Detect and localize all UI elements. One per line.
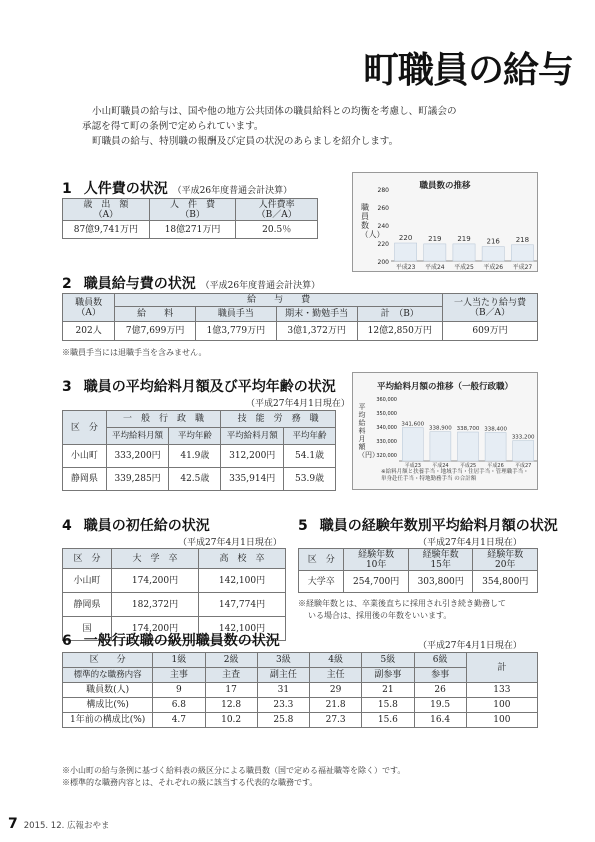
table-cell: 133 bbox=[466, 683, 537, 698]
table-header-row bbox=[63, 653, 538, 668]
header-cell: 4級 bbox=[310, 653, 362, 668]
table-cell: 54.1歳 bbox=[284, 445, 336, 468]
header-cell: 職員数 （A） bbox=[63, 294, 115, 322]
header-cell: 副参事 bbox=[362, 668, 414, 683]
table-cell: 174,200円 bbox=[112, 569, 199, 593]
header-cell: 給 与 費 bbox=[115, 294, 443, 307]
category-label: 平成27 bbox=[515, 463, 532, 469]
category-label: 平成27 bbox=[512, 264, 533, 271]
table-row bbox=[63, 221, 318, 239]
table-cell: 大学卒 bbox=[299, 571, 344, 593]
chart3-ylabel-text: 平均給料月額（円） bbox=[358, 403, 379, 459]
sec1-number: 1 bbox=[62, 181, 72, 197]
chart3-plot bbox=[399, 399, 537, 469]
data-label: 216 bbox=[486, 237, 500, 246]
table-cell: 303,800円 bbox=[408, 571, 473, 593]
header-cell: 主査 bbox=[205, 668, 257, 683]
table-cell: 42.5歳 bbox=[169, 468, 221, 491]
intro-line-3: 町職員の給与、特別職の報酬及び定員の状況のあらましを紹介します。 bbox=[92, 136, 399, 147]
table-cell: 3億1,372万円 bbox=[276, 322, 357, 341]
table-row bbox=[299, 571, 538, 593]
table-cell: 12億2,850万円 bbox=[357, 322, 443, 341]
table-row bbox=[63, 569, 286, 593]
sec3-number: 3 bbox=[62, 379, 72, 395]
category-label: 平成25 bbox=[459, 463, 477, 469]
table-cell: 16.4 bbox=[414, 713, 466, 728]
table-cell: 18億271万円 bbox=[149, 221, 236, 239]
table-header-row bbox=[63, 199, 318, 221]
header-cell: 3級 bbox=[257, 653, 309, 668]
chart1-title: 職員数の推移 bbox=[419, 181, 471, 191]
bar bbox=[511, 245, 533, 261]
table-cell: 21 bbox=[362, 683, 414, 698]
table-cell: 7億7,699万円 bbox=[115, 322, 196, 341]
table-row bbox=[63, 322, 538, 341]
table-cell: 26 bbox=[414, 683, 466, 698]
tick-label: 320,000 bbox=[376, 453, 397, 459]
data-label: 338,700 bbox=[456, 426, 480, 433]
table-cell: 312,200円 bbox=[221, 445, 284, 468]
table-cell: 41.9歳 bbox=[169, 445, 221, 468]
chart1-box bbox=[352, 172, 538, 272]
table-cell: 142,100円 bbox=[199, 617, 286, 641]
header-cell: 主事 bbox=[153, 668, 205, 683]
tick-label: 280 bbox=[377, 187, 389, 194]
tick-label: 360,000 bbox=[376, 397, 397, 403]
sec6-note-line: ※標準的な職務内容とは、それぞれの級に該当する代表的な職務です。 bbox=[62, 778, 318, 787]
header-cell: 高 校 卒 bbox=[199, 549, 286, 569]
header-cell: 5級 bbox=[362, 653, 414, 668]
table-cell: 335,914円 bbox=[221, 468, 284, 491]
header-cell: 区 分 bbox=[63, 411, 107, 445]
table-row bbox=[63, 713, 538, 728]
header-cell: 人 件 費 （B） bbox=[149, 199, 236, 221]
bar bbox=[485, 432, 506, 461]
chart1-ylabel-text: 職員数（人） bbox=[360, 203, 385, 239]
header-cell: 副主任 bbox=[257, 668, 309, 683]
bar bbox=[482, 247, 504, 261]
table-cell: 静岡県 bbox=[63, 468, 107, 491]
header-cell: 技 能 労 務 職 bbox=[221, 411, 336, 428]
sec5-note bbox=[298, 598, 544, 622]
sec1-heading bbox=[62, 178, 292, 198]
table-cell: 100 bbox=[466, 713, 537, 728]
category-label: 平成25 bbox=[454, 264, 474, 271]
table-cell: 23.3 bbox=[257, 698, 309, 713]
chart1-plot bbox=[391, 189, 537, 271]
header-cell: 1級 bbox=[153, 653, 205, 668]
sec5-table bbox=[298, 548, 538, 593]
header-cell: 計 （B） bbox=[357, 307, 443, 322]
table-cell: 339,285円 bbox=[106, 468, 169, 491]
category-label: 平成23 bbox=[404, 463, 421, 469]
table-row bbox=[63, 593, 286, 617]
header-cell: 区 分 bbox=[299, 549, 344, 571]
sec1-table bbox=[62, 198, 318, 239]
table-cell: 182,372円 bbox=[112, 593, 199, 617]
table-cell: 9 bbox=[153, 683, 205, 698]
page-number: 7 bbox=[8, 816, 18, 832]
chart3-box bbox=[352, 372, 538, 490]
chart3-note: ※給料月額と扶養手当・地域手当・住居手当・管理職手当・単身赴任手当・特地勤務手当 の合計額 bbox=[381, 469, 529, 482]
sec1-title: 人件費の状況 bbox=[83, 181, 168, 197]
table-header-row bbox=[63, 549, 286, 569]
header-cell: 計 bbox=[466, 653, 537, 683]
table-cell: 12.8 bbox=[205, 698, 257, 713]
sec6-heading bbox=[62, 630, 280, 650]
header-cell: 一 般 行 政 職 bbox=[106, 411, 221, 428]
sec2-table bbox=[62, 293, 538, 341]
sec6-table bbox=[62, 652, 538, 728]
table-cell: 小山町 bbox=[63, 445, 107, 468]
sec2-title: 職員給与費の状況 bbox=[83, 276, 196, 292]
header-cell: 平均年齢 bbox=[169, 428, 221, 445]
header-cell: 人件費率 （B／A） bbox=[236, 199, 318, 221]
table-header-row bbox=[299, 549, 538, 571]
bar bbox=[453, 244, 475, 261]
header-cell: 経験年数 10年 bbox=[344, 549, 409, 571]
page-title: 町職員の給与 bbox=[362, 50, 573, 91]
category-label: 平成24 bbox=[432, 463, 449, 469]
data-label: 219 bbox=[428, 234, 442, 243]
table-cell: 10.2 bbox=[205, 713, 257, 728]
table-cell: 4.7 bbox=[153, 713, 205, 728]
table-cell: 53.9歳 bbox=[284, 468, 336, 491]
sec6-note-line: ※小山町の給与条例に基づく給料表の級区分による職員数（国で定める福祉職等を除く）です。 bbox=[62, 766, 406, 775]
row-label: 1年前の構成比(%) bbox=[63, 713, 153, 728]
header-cell: 標準的な職務内容 bbox=[63, 668, 153, 683]
sec2-number: 2 bbox=[62, 276, 72, 292]
header-cell: 参事 bbox=[414, 668, 466, 683]
data-label: 338,400 bbox=[484, 426, 507, 433]
header-cell: 平均給料月額 bbox=[221, 428, 284, 445]
sec2-note: ※職員手当には退職手当を含みません。 bbox=[62, 348, 207, 357]
table-row bbox=[63, 683, 538, 698]
header-cell: 区 分 bbox=[63, 653, 153, 668]
header-cell: 6級 bbox=[414, 653, 466, 668]
chart3-ticks bbox=[367, 397, 397, 459]
sec5-number: 5 bbox=[298, 518, 308, 534]
tick-label: 220 bbox=[377, 241, 389, 248]
sec5-subtitle: （平成27年4月1日現在） bbox=[418, 538, 522, 548]
table-cell: 小山町 bbox=[63, 569, 112, 593]
table-row bbox=[63, 468, 336, 491]
data-label: 218 bbox=[515, 235, 530, 244]
header-cell: 期末・勤勉手当 bbox=[276, 307, 357, 322]
table-cell: 17 bbox=[205, 683, 257, 698]
table-cell: 87億9,741万円 bbox=[63, 221, 150, 239]
table-cell: 15.6 bbox=[362, 713, 414, 728]
sec5-note-line: ※経験年数とは、卒業後直ちに採用され引き続き勤務して bbox=[298, 599, 506, 608]
chart3-title: 平均給料月額の推移（一般行政職） bbox=[376, 382, 513, 392]
sec1-subtitle: （平成26年度普通会計決算） bbox=[172, 186, 293, 196]
data-label: 220 bbox=[398, 234, 413, 242]
table-cell: 29 bbox=[310, 683, 362, 698]
sec2-subtitle: （平成26年度普通会計決算） bbox=[200, 281, 321, 291]
sec6-title: 一般行政職の級別職員数の状況 bbox=[83, 633, 280, 649]
table-cell: 174,200円 bbox=[112, 617, 199, 641]
header-cell: 経験年数 20年 bbox=[473, 549, 538, 571]
category-label: 平成23 bbox=[395, 264, 416, 271]
footer-text: 2015. 12. 広報おやま bbox=[23, 821, 110, 831]
header-cell: 一人当たり給与費 （B／A） bbox=[443, 294, 538, 322]
bar bbox=[513, 441, 534, 461]
bar bbox=[402, 428, 423, 461]
table-cell: 147,774円 bbox=[199, 593, 286, 617]
data-label: 219 bbox=[457, 234, 471, 243]
chart1-ticks bbox=[369, 187, 389, 266]
sec3-table bbox=[62, 410, 336, 491]
sec3-subtitle: （平成27年4月1日現在） bbox=[246, 399, 350, 409]
table-cell: 254,700円 bbox=[344, 571, 409, 593]
header-cell: 区 分 bbox=[63, 549, 112, 569]
table-cell: 31 bbox=[257, 683, 309, 698]
table-cell: 6.8 bbox=[153, 698, 205, 713]
header-cell: 2級 bbox=[205, 653, 257, 668]
table-cell: 25.8 bbox=[257, 713, 309, 728]
bar bbox=[430, 432, 451, 461]
sec4-table bbox=[62, 548, 286, 641]
row-label: 構成比(%) bbox=[63, 698, 153, 713]
tick-label: 330,000 bbox=[376, 439, 397, 445]
table-cell: 27.3 bbox=[310, 713, 362, 728]
bar bbox=[424, 244, 446, 261]
table-cell: 15.8 bbox=[362, 698, 414, 713]
sec3-heading bbox=[62, 376, 336, 396]
header-cell: 平均給料月額 bbox=[106, 428, 169, 445]
sec5-title: 職員の経験年数別平均給料月額の状況 bbox=[319, 518, 558, 534]
table-row bbox=[63, 445, 336, 468]
sec6-number: 6 bbox=[62, 633, 72, 649]
header-cell: 大 学 卒 bbox=[112, 549, 199, 569]
category-label: 平成26 bbox=[487, 463, 504, 469]
intro-line-2: 承認を得て町の条例で定められています。 bbox=[82, 121, 264, 132]
bar bbox=[395, 243, 417, 261]
header-cell: 主任 bbox=[310, 668, 362, 683]
intro-text bbox=[82, 104, 552, 149]
table-cell: 静岡県 bbox=[63, 593, 112, 617]
data-label: 338,900 bbox=[429, 425, 452, 432]
header-cell: 給 料 bbox=[115, 307, 196, 322]
table-cell: 354,800円 bbox=[473, 571, 538, 593]
tick-label: 240 bbox=[377, 223, 389, 230]
sec5-note-line: いる場合は、採用後の年数をいいます。 bbox=[308, 611, 452, 620]
table-row bbox=[63, 698, 538, 713]
tick-label: 340,000 bbox=[376, 425, 397, 431]
intro-line-1: 小山町職員の給与は、国や他の地方公共団体の職員給料との均衡を考慮し、町議会の bbox=[92, 106, 457, 117]
table-header-row bbox=[63, 411, 336, 428]
sec6-subtitle: （平成27年4月1日現在） bbox=[418, 641, 522, 651]
table-cell: 20.5％ bbox=[236, 221, 318, 239]
header-cell: 経験年数 15年 bbox=[408, 549, 473, 571]
table-cell: 142,100円 bbox=[199, 569, 286, 593]
page-footer bbox=[8, 816, 110, 832]
tick-label: 260 bbox=[377, 205, 389, 212]
tick-label: 200 bbox=[377, 259, 389, 266]
header-cell: 職員手当 bbox=[196, 307, 277, 322]
category-label: 平成24 bbox=[424, 264, 445, 271]
header-cell: 歳 出 額 （A） bbox=[63, 199, 150, 221]
sec4-subtitle: （平成27年4月1日現在） bbox=[178, 538, 282, 548]
sec2-heading bbox=[62, 273, 320, 293]
data-label: 333,200 bbox=[511, 434, 535, 441]
table-cell: 202人 bbox=[63, 322, 115, 341]
category-label: 平成26 bbox=[483, 264, 504, 271]
table-header-row bbox=[63, 294, 538, 307]
table-cell: 100 bbox=[466, 698, 537, 713]
table-cell: 609万円 bbox=[443, 322, 538, 341]
table-cell: 21.8 bbox=[310, 698, 362, 713]
header-cell: 平均年齢 bbox=[284, 428, 336, 445]
table-cell: 国 bbox=[63, 617, 112, 641]
sec4-heading bbox=[62, 515, 210, 535]
table-cell: 1億3,779万円 bbox=[196, 322, 277, 341]
data-label: 341,600 bbox=[401, 421, 425, 428]
row-label: 職員数(人) bbox=[63, 683, 153, 698]
sec4-number: 4 bbox=[62, 518, 72, 534]
table-cell: 333,200円 bbox=[106, 445, 169, 468]
bar bbox=[458, 432, 479, 461]
sec6-notes bbox=[62, 765, 538, 789]
sec5-heading bbox=[298, 515, 558, 535]
sec3-title: 職員の平均給料月額及び平均年齢の状況 bbox=[83, 379, 336, 395]
tick-label: 350,000 bbox=[376, 411, 397, 417]
table-cell: 19.5 bbox=[414, 698, 466, 713]
sec4-title: 職員の初任給の状況 bbox=[83, 518, 210, 534]
